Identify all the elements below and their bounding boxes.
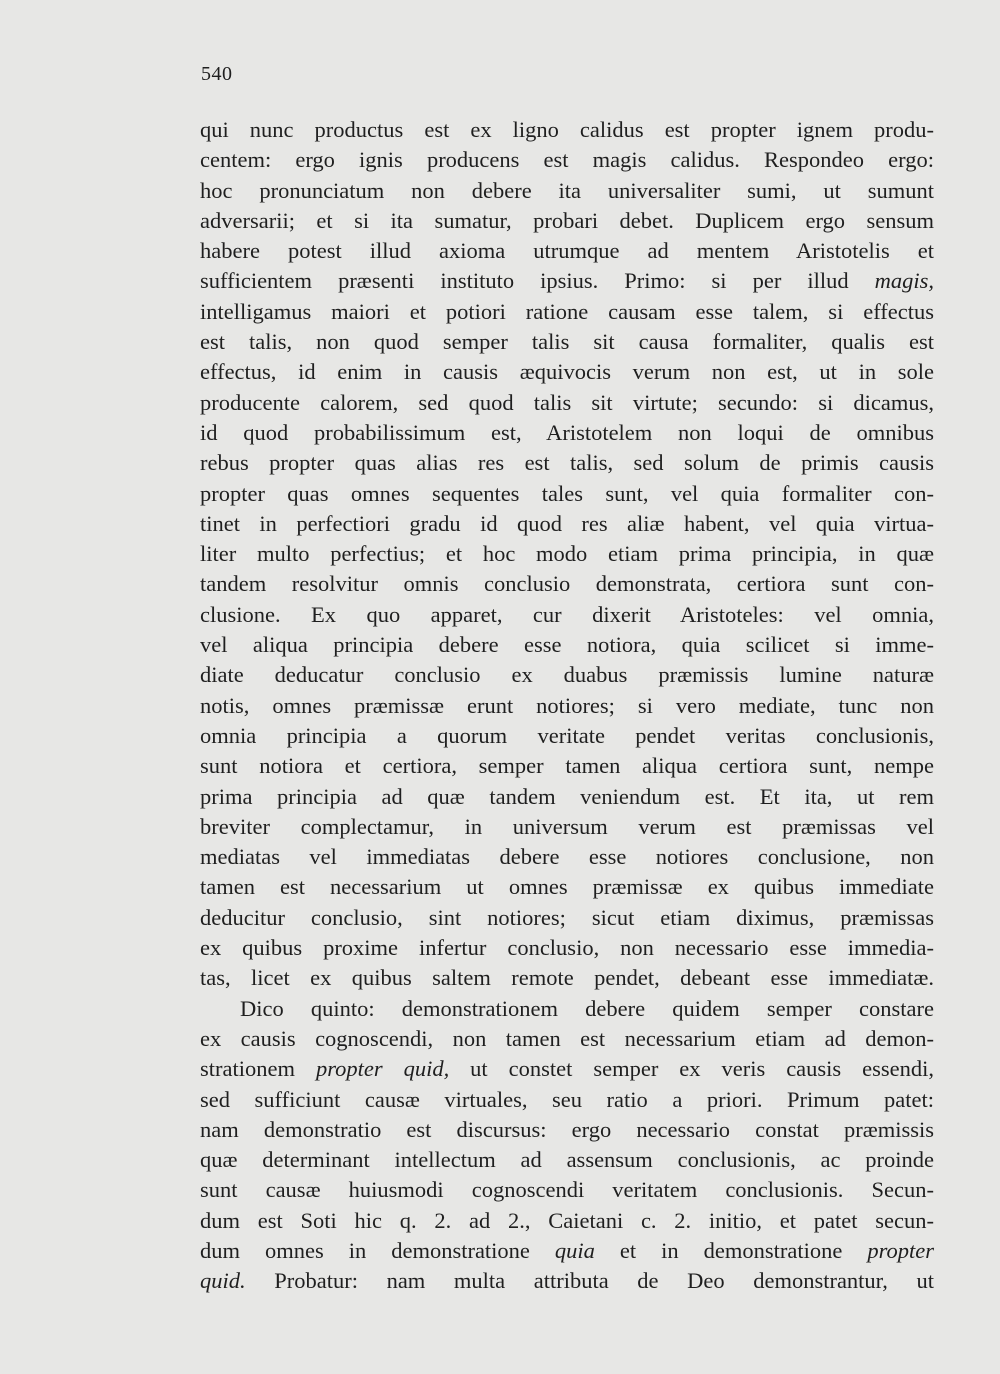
text-line: [200, 539, 934, 569]
text-line: [200, 933, 934, 963]
paragraph: [200, 994, 934, 1297]
text-run: ut constet semper ex veris causis essendi,: [449, 1056, 935, 1082]
text-line: [200, 751, 934, 781]
text-run: notis, omnes præmissæ erunt notiores; si vero mediate, tunc non: [200, 692, 934, 718]
text-run: est talis, non quod semper talis sit causa formaliter, qualis est: [200, 329, 934, 355]
text-line: [200, 812, 934, 842]
text-run: liter multo perfectius; et hoc modo etiam prima principia, in quæ: [200, 541, 934, 567]
text-line: [200, 600, 934, 630]
body-text: [200, 115, 934, 1297]
page-number: 540: [201, 63, 233, 85]
text-run: qui nunc productus est ex ligno calidus est propter ignem produ-: [200, 117, 934, 142]
text-run: deducitur conclusio, sint notiores; sicut etiam diximus, præmissas: [200, 904, 934, 930]
text-line: [200, 872, 934, 902]
text-run: vel aliqua principia debere esse notiora, quia scilicet si imme-: [200, 632, 934, 658]
text-run: nam demonstratio est discursus: ergo necessario constat præmissis: [200, 1116, 934, 1142]
text-line: [200, 266, 934, 296]
text-run: propter quas omnes sequentes tales sunt, vel quia formaliter con-: [200, 480, 934, 506]
text-run: tinet in perfectiori gradu id quod res aliæ habent, vel quia virtua-: [200, 510, 934, 536]
paragraph: [200, 115, 934, 994]
text-line: [200, 691, 934, 721]
text-line: [200, 1085, 934, 1115]
text-run: omnia principia a quorum veritate pendet veritas conclusionis,: [200, 722, 934, 748]
text-line: [200, 963, 934, 993]
italic-text-run: quia: [554, 1237, 595, 1263]
text-line: [200, 388, 934, 418]
text-run: breviter complectamur, in universum verum est præmissas vel: [200, 813, 934, 839]
text-line: [200, 509, 934, 539]
text-line: [200, 206, 934, 236]
text-run: prima principia ad quæ tandem veniendum est. Et ita, ut rem: [200, 783, 934, 809]
text-line: [200, 176, 934, 206]
text-line: [200, 327, 934, 357]
italic-text-run: propter: [867, 1237, 934, 1263]
text-line: [200, 721, 934, 751]
text-run: rebus propter quas alias res est talis, sed solum de primis causis: [200, 450, 934, 476]
text-run: tamen est necessarium ut omnes præmissæ ex quibus immediate: [200, 874, 934, 900]
text-line: [200, 630, 934, 660]
text-run: habere potest illud axioma utrumque ad mentem Aristotelis et: [200, 238, 934, 264]
text-line: [200, 145, 934, 175]
text-line: [200, 297, 934, 327]
text-run: hoc pronunciatum non debere ita universaliter sumi, ut sumunt: [200, 177, 934, 203]
text-line: [200, 782, 934, 812]
text-line: [200, 479, 934, 509]
text-line: [200, 418, 934, 448]
italic-text-run: magis,: [874, 268, 934, 294]
text-run: tandem resolvitur omnis conclusio demonstrata, certiora sunt con-: [200, 571, 934, 597]
text-run: ex causis cognoscendi, non tamen est necessarium etiam ad demon-: [200, 1025, 934, 1051]
text-run: et in demonstratione: [594, 1237, 868, 1263]
text-line: [200, 115, 934, 145]
text-run: sufficientem præsenti instituto ipsius. Primo: si per illud: [200, 268, 875, 294]
text-line: [200, 1054, 934, 1084]
text-line: [200, 903, 934, 933]
text-line: [200, 1115, 934, 1145]
text-run: adversarii; et si ita sumatur, probari debet. Duplicem ergo sensum: [200, 207, 934, 233]
text-run: centem: ergo ignis producens est magis calidus. Respondeo ergo:: [200, 147, 934, 173]
text-line: [200, 1266, 934, 1296]
text-run: strationem: [200, 1056, 316, 1082]
text-run: quæ determinant intellectum ad assensum conclusionis, ac proinde: [200, 1147, 934, 1173]
text-run: mediatas vel immediatas debere esse notiores conclusione, non: [200, 844, 934, 870]
text-line: [200, 1145, 934, 1175]
italic-text-run: propter quid,: [315, 1056, 450, 1082]
italic-text-run: quid.: [200, 1268, 246, 1294]
text-line: [200, 1175, 934, 1205]
text-run: producente calorem, sed quod talis sit virtute; secundo: si dicamus,: [200, 389, 934, 415]
text-line: [200, 357, 934, 387]
text-line: [200, 1206, 934, 1236]
text-line: [200, 1236, 934, 1266]
text-run: dum omnes in demonstratione: [200, 1237, 555, 1263]
text-run: clusione. Ex quo apparet, cur dixerit Aristoteles: vel omnia,: [200, 601, 934, 627]
text-line: [200, 842, 934, 872]
text-run: tas, licet ex quibus saltem remote pendet, debeant esse immediatæ.: [200, 965, 934, 991]
text-run: intelligamus maiori et potiori ratione causam esse talem, si effectus: [200, 298, 934, 324]
text-run: Dico quinto: demonstrationem debere quidem semper constare: [240, 995, 934, 1021]
text-run: sunt notiora et certiora, semper tamen aliqua certiora sunt, nempe: [200, 753, 934, 779]
text-line: [200, 569, 934, 599]
text-line: [200, 236, 934, 266]
text-run: diate deducatur conclusio ex duabus præmissis lumine naturæ: [200, 662, 934, 688]
text-line: [200, 660, 934, 690]
text-run: Probatur: nam multa attributa de Deo demonstrantur, ut: [245, 1268, 934, 1294]
text-line: [200, 994, 934, 1024]
text-run: effectus, id enim in causis æquivocis verum non est, ut in sole: [200, 359, 934, 385]
text-run: sunt causæ huiusmodi cognoscendi veritatem conclusionis. Secun-: [200, 1177, 934, 1203]
text-run: ex quibus proxime infertur conclusio, non necessario esse immedia-: [200, 935, 934, 961]
text-run: dum est Soti hic q. 2. ad 2., Caietani c. 2. initio, et patet secun-: [200, 1207, 934, 1233]
text-line: [200, 1024, 934, 1054]
text-run: sed sufficiunt causæ virtuales, seu ratio a priori. Primum patet:: [200, 1086, 934, 1112]
text-run: id quod probabilissimum est, Aristotelem non loqui de omnibus: [200, 419, 934, 445]
text-line: [200, 448, 934, 478]
